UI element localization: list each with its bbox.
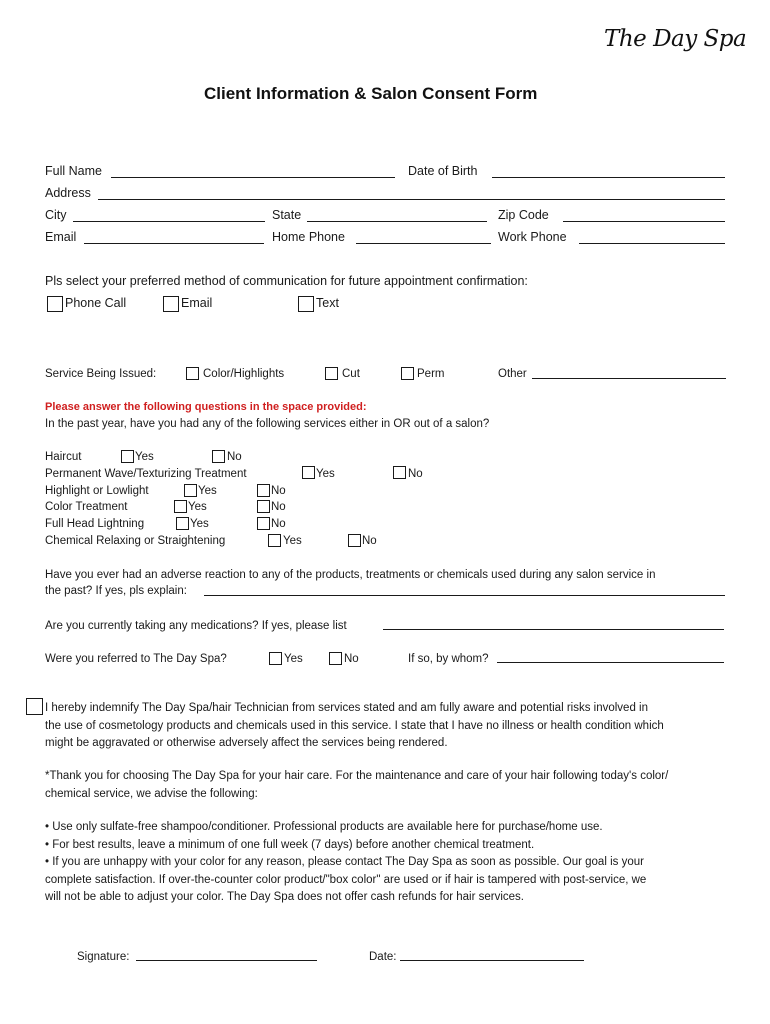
q-relaxing-yes-checkbox[interactable] xyxy=(268,534,281,547)
communication-prompt: Pls select your preferred method of communication for future appointment confirmation: xyxy=(45,274,528,288)
home-phone-field[interactable] xyxy=(356,243,491,244)
work-phone-field[interactable] xyxy=(579,243,725,244)
q-perm-wave-yes-checkbox[interactable] xyxy=(302,466,315,479)
referral-no-checkbox[interactable] xyxy=(329,652,342,665)
q-highlight-label: Highlight or Lowlight xyxy=(45,485,149,497)
other-field[interactable] xyxy=(532,378,726,379)
address-field[interactable] xyxy=(98,199,725,200)
form-title: Client Information & Salon Consent Form xyxy=(204,84,538,103)
advice-bullet-3: • If you are unhappy with your color for any reason, please contact The Day Spa as soon as possible. Our goal is your xyxy=(45,856,644,868)
q-haircut-no-checkbox[interactable] xyxy=(212,450,225,463)
indemnify-line1: I hereby indemnify The Day Spa/hair Technician from services stated and am fully aware and potential risks involved in xyxy=(45,702,648,714)
work-phone-label: Work Phone xyxy=(498,230,567,244)
text-checkbox[interactable] xyxy=(298,296,314,312)
full-name-label: Full Name xyxy=(45,164,102,178)
indemnify-checkbox[interactable] xyxy=(26,698,43,715)
date-label: Date: xyxy=(369,951,397,963)
q-color-treatment-no-label: No xyxy=(271,501,286,513)
q-highlight-yes-checkbox[interactable] xyxy=(184,484,197,497)
q-full-head-no-checkbox[interactable] xyxy=(257,517,270,530)
state-label: State xyxy=(272,208,302,222)
perm-checkbox[interactable] xyxy=(401,367,414,380)
email-checkbox[interactable] xyxy=(163,296,179,312)
q-relaxing-label: Chemical Relaxing or Straightening xyxy=(45,535,226,547)
email-option-label: Email xyxy=(181,296,213,310)
instruction-text: Please answer the following questions in the space provided: xyxy=(45,401,367,413)
adverse-question-line2: the past? If yes, pls explain: xyxy=(45,585,187,597)
advice-bullet-3-cont1: complete satisfaction. If over-the-counter color product/"box color" are used or if hair is tampered with post-service, we xyxy=(45,873,647,886)
q-relaxing-no-checkbox[interactable] xyxy=(348,534,361,547)
q-color-treatment-yes-checkbox[interactable] xyxy=(174,500,187,513)
service-label: Service Being Issued: xyxy=(45,368,157,380)
color-highlights-label: Color/Highlights xyxy=(203,368,285,380)
city-field[interactable] xyxy=(73,221,265,222)
phone-call-label: Phone Call xyxy=(65,296,127,310)
q-relaxing-no-label: No xyxy=(362,535,377,547)
q-relaxing-yes-label: Yes xyxy=(283,535,302,547)
advice-bullet-1: • Use only sulfate-free shampoo/conditioner. Professional products are available here for purchase/home use. xyxy=(45,821,603,833)
email-field[interactable] xyxy=(84,243,264,244)
state-field[interactable] xyxy=(307,221,487,222)
other-label: Other xyxy=(498,368,527,380)
advice-list xyxy=(45,819,765,907)
q-perm-wave-no-checkbox[interactable] xyxy=(393,466,406,479)
color-highlights-checkbox[interactable] xyxy=(186,367,199,380)
zip-field[interactable] xyxy=(563,221,725,222)
adverse-question-line1: Have you ever had an adverse reaction to any of the products, treatments or chemicals used during any salon service in xyxy=(45,569,656,581)
brand-logo xyxy=(604,26,746,52)
medications-question: Are you currently taking any medications? If yes, please list xyxy=(45,620,347,632)
indemnify-line3: might be aggravated or otherwise adversely affect the services being rendered. xyxy=(45,737,448,749)
medications-field[interactable] xyxy=(383,629,724,630)
q-haircut-yes-checkbox[interactable] xyxy=(121,450,134,463)
thank-you-line1: *Thank you for choosing The Day Spa for your hair care. For the maintenance and care of your hair following today's color/ xyxy=(45,770,669,782)
thank-you-line2: chemical service, we advise the following: xyxy=(45,787,258,800)
q-highlight-yes-label: Yes xyxy=(198,485,217,497)
questions-intro: In the past year, have you had any of the following services either in OR out of a salon? xyxy=(45,418,490,430)
indemnify-line2: the use of cosmetology products and chemicals used in this service. I state that I have no illness or health condition which xyxy=(45,719,664,732)
date-field[interactable] xyxy=(400,960,584,961)
indemnify-text xyxy=(45,700,765,753)
q-full-head-yes-checkbox[interactable] xyxy=(176,517,189,530)
q-haircut-label: Haircut xyxy=(45,451,82,463)
referral-yes-label: Yes xyxy=(284,653,303,665)
q-perm-wave-yes-label: Yes xyxy=(316,468,335,480)
referral-yes-checkbox[interactable] xyxy=(269,652,282,665)
city-label: City xyxy=(45,208,67,222)
q-full-head-label: Full Head Lightning xyxy=(45,518,145,530)
brand-logo-text: The Day Spa xyxy=(604,26,747,52)
q-highlight-no-checkbox[interactable] xyxy=(257,484,270,497)
referral-by-whom-field[interactable] xyxy=(497,662,724,663)
text-option-label: Text xyxy=(316,296,339,310)
q-highlight-no-label: No xyxy=(271,485,286,497)
perm-label: Perm xyxy=(417,368,445,380)
signature-field[interactable] xyxy=(136,960,317,961)
advice-bullet-3-cont2: will not be able to adjust your color. The Day Spa does not offer cash refunds for hair services. xyxy=(45,891,525,903)
zip-label: Zip Code xyxy=(498,208,549,222)
q-haircut-yes-label: Yes xyxy=(135,451,154,463)
signature-label: Signature: xyxy=(77,951,130,963)
cut-label: Cut xyxy=(342,368,360,380)
q-color-treatment-label: Color Treatment xyxy=(45,501,128,513)
thank-you-text xyxy=(45,768,765,803)
phone-call-checkbox[interactable] xyxy=(47,296,63,312)
referral-by-whom-label: If so, by whom? xyxy=(408,653,489,665)
advice-bullet-2: • For best results, leave a minimum of one full week (7 days) before another chemical treatment. xyxy=(45,838,535,851)
q-full-head-no-label: No xyxy=(271,518,286,530)
q-full-head-yes-label: Yes xyxy=(190,518,209,530)
q-color-treatment-no-checkbox[interactable] xyxy=(257,500,270,513)
q-color-treatment-yes-label: Yes xyxy=(188,501,207,513)
dob-label: Date of Birth xyxy=(408,164,478,178)
full-name-field[interactable] xyxy=(111,177,395,178)
home-phone-label: Home Phone xyxy=(272,230,345,244)
dob-field[interactable] xyxy=(492,177,725,178)
cut-checkbox[interactable] xyxy=(325,367,338,380)
address-label: Address xyxy=(45,186,91,200)
q-perm-wave-label: Permanent Wave/Texturizing Treatment xyxy=(45,468,247,480)
q-perm-wave-no-label: No xyxy=(408,468,423,480)
adverse-explain-field[interactable] xyxy=(204,595,725,596)
referral-question: Were you referred to The Day Spa? xyxy=(45,653,227,665)
q-haircut-no-label: No xyxy=(227,451,242,463)
referral-no-label: No xyxy=(344,653,359,665)
email-label: Email xyxy=(45,230,77,244)
